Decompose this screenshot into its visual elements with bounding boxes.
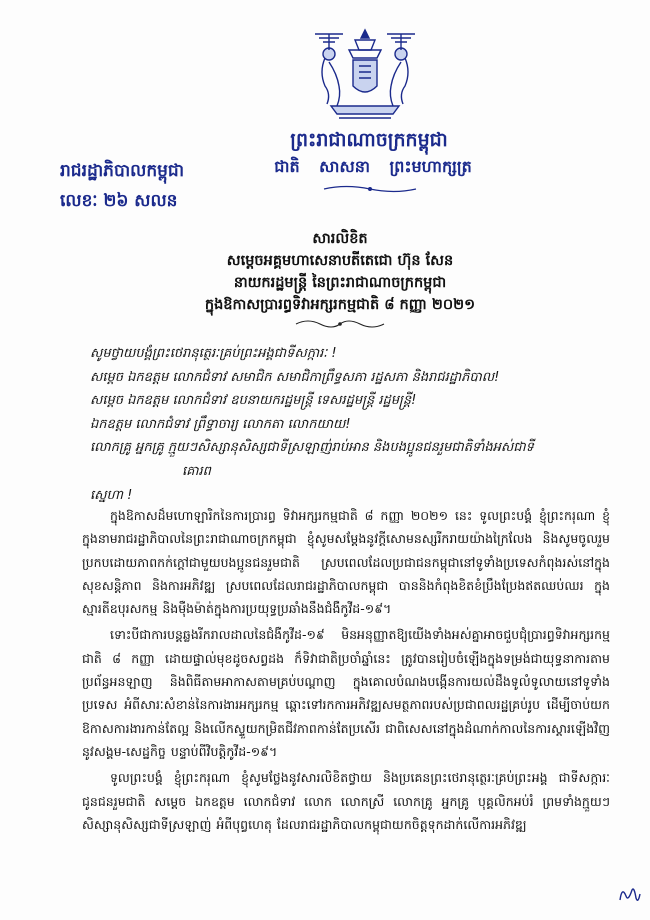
royal-arms-emblem [309,28,421,122]
title-block [60,228,620,330]
motto-ornament [322,184,418,194]
body-paragraph: ទោះបីជាការបន្តឆ្លងរីករាលដាលនៃជំងឺកូវីដ-១៩ មិនអនុញ្ញាតឱ្យយើងទាំងអស់គ្នាអាចជួបជុំប្រារព្ធទិវាអក្សរកម្មជាតិ ៨ កញ្ញា ដោយផ្ទាល់មុខដូចសព្វដង ក៏ទិវាជាតិប្រចាំឆ្នាំនេះ ត្រូវបានរៀបចំឡើងក្នុងទម្រង់ជាយុទ្ធនាការតាមប្រព័ន្ធអនឡាញ និងពិធីតាមអាកាសតាមគ្រប់បណ្តាញ ក្នុងគោលបំណងបង្កើនការយល់ដឹងទូលំទូលាយនៅទូទាំងប្រទេស អំពីសារៈសំខាន់នៃការងារអក្សរកម្ម ឆ្ពោះទៅរកការអភិវឌ្ឍសមត្ថភាពរបស់ប្រជាពលរដ្ឋគ្រប់រូប ដើម្បីចាប់យកឱកាសការងារកាន់តែល្អ និងលើកស្ទួយកម្រិតជីវភាពកាន់តែប្រសើរ ជាពិសេសនៅក្នុងដំណាក់កាលនៃការស្តារឡើងវិញនូវសង្គម-សេដ្ឋកិច្ច បន្ទាប់ពីវិបត្តិកូវីដ-១៩។ [82,627,610,759]
body-paragraph: ក្នុងឱកាសដ៏មហោឡារិកនៃការប្រារព្ធ ទិវាអក្សរកម្មជាតិ ៨ កញ្ញា ២០២១ នេះ ទូលព្រះបង្គំ ខ្ញុំព្រះករុណា ខ្ញុំក្នុងនាមរាជរដ្ឋាភិបាលនៃព្រះរាជាណាចក្រកម្ពុជា ខ្ញុំសូមសម្តែងនូវក្តីសោមនស្សរីករាយយ៉ាងក្រៃលែង និងសូមចូលរួមប្រកបដោយភាពកក់ក្តៅជាមួយបងប្អូនជនរួមជាតិ ស្របពេលដែលប្រជាជនកម្ពុជានៅទូទាំងប្រទេសកំពុងរស់នៅក្នុងសុខសន្តិភាព និងការអភិវឌ្ឍ ស្របពេលដែលរាជរដ្ឋាភិបាលកម្ពុជា បាននិងកំពុងខិតខំប្រឹងប្រែងឥតឈប់ឈរ ក្នុងស្មារតីឧបុរសកម្ម និងម៉ឺងម៉ាត់ក្នុងការប្រយុទ្ធប្រឆាំងនឹងជំងឺកូវីដ-១៩។ [82,508,610,617]
salutations [90,342,560,507]
salutation-line: ស្នេហា ! [90,487,133,503]
salutation-line: សម្តេច ឯកឧត្តម លោកជំទាវ ឧបនាយករដ្ឋមន្ត្រី ទេសរដ្ឋមន្ត្រី រដ្ឋមន្ត្រី! [90,393,417,409]
reference-number: លេខៈ ២៦ សលន [60,191,178,211]
kingdom-heading: ព្រះរាជាណាចក្រកម្ពុជា [290,129,448,151]
government-heading: រាជរដ្ឋាភិបាលកម្ពុជា [60,161,185,181]
salutation-line: សម្តេច ឯកឧត្តម លោកជំទាវ សមាជិក សមាជិកាព្រឹទ្ធសភា រដ្ឋសភា និងរាជរដ្ឋាភិបាល! [90,369,500,385]
salutation-line: សូមថ្វាយបង្គំព្រះថេរានុត្ថេរៈគ្រប់ព្រះអង្គជាទីសក្ការៈ ! [90,346,337,361]
author-position: នាយករដ្ឋមន្ត្រី នៃព្រះរាជាណាចក្រកម្ពុជា [233,275,447,291]
occasion: ក្នុងឱកាសប្រារព្ធទិវាអក្សរកម្មជាតិ ៨ កញ្ញា ២០២១ [204,297,476,313]
salutation-line: ឯកឧត្តម លោកជំទាវ ព្រឹទ្ធាចារ្យ លោកតា លោកយាយ! [90,416,351,432]
author-name: សម្តេចអគ្គមហាសេនាបតីតេជោ ហ៊ុន សែន [226,253,454,269]
initial-mark [616,882,642,906]
body-paragraph: ទូលព្រះបង្គំ ខ្ញុំព្រះករុណា ខ្ញុំសូមថ្លែងនូវសារលិខិតថ្វាយ និងប្រគេនព្រះថេរានុត្ថេរៈគ្រប់ព្រះអង្គ ជាទីសក្ការៈ ជូនជនរួមជាតិ សម្តេច ឯកឧត្តម លោកជំទាវ លោក លោកស្រី លោកគ្រូ អ្នកគ្រូ បុគ្គលិកអប់រំ ព្រមទាំងក្មួយៗ សិស្សានុសិស្សជាទីស្រឡាញ់ អំពីបុព្វហេតុ ដែលរាជរដ្ឋាភិបាលកម្ពុជាយកចិត្តទុកដាក់លើការអភិវឌ្ឍ [82,770,610,832]
salutation-line: លោកគ្រូ អ្នកគ្រូ ក្មួយៗសិស្សានុសិស្សជាទីស្រឡាញ់រាប់អាន និងបងប្អូនជនរួមជាតិទាំងអស់ជាទី [90,440,534,456]
salutation-line: គោរព [182,463,211,479]
letter-body [82,504,610,839]
document-type: សារលិខិត [312,231,368,247]
national-motto: ជាតិ សាសនា ព្រះមហាក្សត្រ [274,157,472,176]
title-ornament [294,318,386,330]
